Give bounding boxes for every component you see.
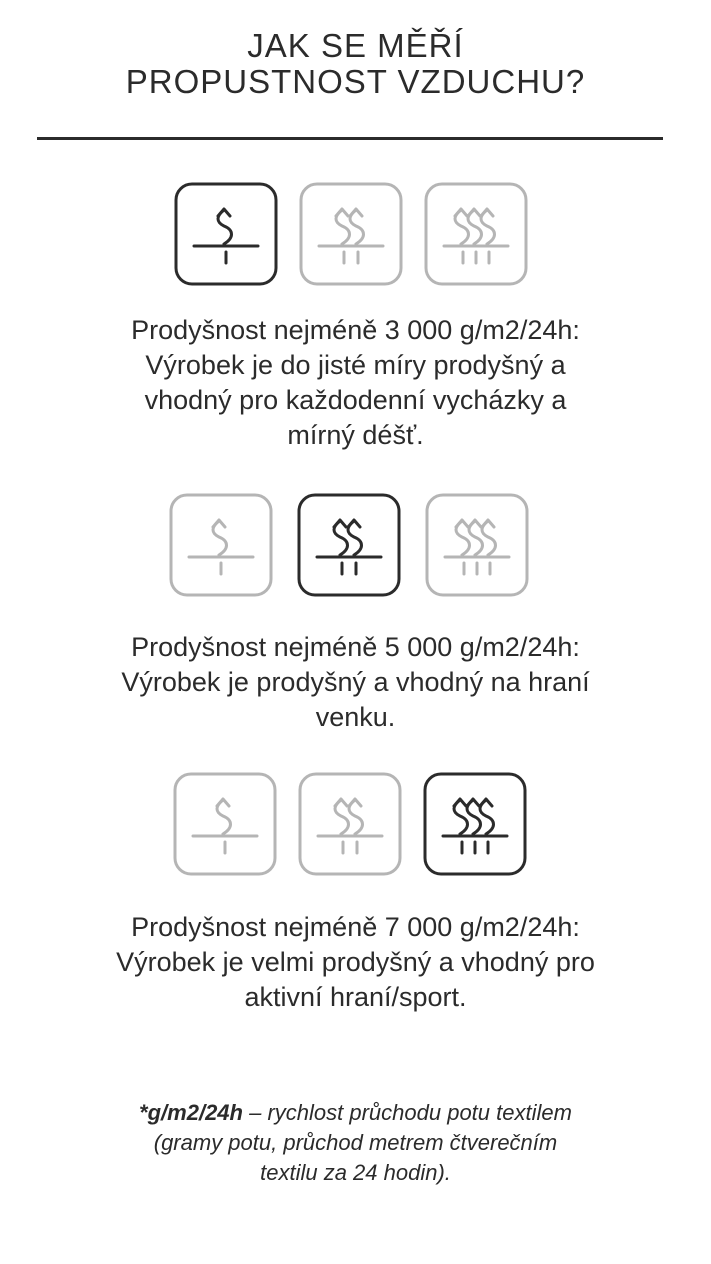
description-line: venku. (315, 702, 396, 732)
footnote (20, 1098, 691, 1188)
breathability-level-3-icon (425, 493, 529, 597)
title-line-1: JAK SE MĚŘÍ (247, 27, 464, 64)
description-line: Prodyšnost nejméně 3 000 g/m2/24h: (131, 315, 580, 345)
breathability-level-1-icon (173, 772, 277, 876)
description-line: vhodný pro každodenní vycházky a (144, 385, 567, 415)
breathability-level-2-icon (297, 493, 401, 597)
description-line: Prodyšnost nejméně 7 000 g/m2/24h: (131, 912, 580, 942)
level-1-description (20, 313, 691, 453)
description-line: Výrobek je prodyšný a vhodný na hraní (121, 667, 590, 697)
breathability-level-3-icon (424, 182, 528, 286)
description-line: mírný déšť. (287, 420, 424, 450)
breathability-level-3-icon (423, 772, 527, 876)
breathability-level-2-icon (299, 182, 403, 286)
description-line: Prodyšnost nejméně 5 000 g/m2/24h: (131, 632, 580, 662)
description-line: Výrobek je do jisté míry prodyšný a (145, 350, 566, 380)
breathability-level-2-icon (298, 772, 402, 876)
description-line: aktivní hraní/sport. (244, 982, 467, 1012)
footnote-term: *g/m2/24h (139, 1100, 243, 1125)
description-line: Výrobek je velmi prodyšný a vhodný pro (116, 947, 595, 977)
title-divider (37, 137, 663, 140)
breathability-level-1-icon (169, 493, 273, 597)
page-title (0, 28, 711, 100)
footnote-line-3: textilu za 24 hodin). (260, 1160, 451, 1185)
level-3-description (20, 910, 691, 1015)
title-line-2: PROPUSTNOST VZDUCHU? (125, 63, 586, 100)
footnote-line-1: – rychlost průchodu potu textilem (242, 1100, 572, 1125)
level-2-description (20, 630, 691, 735)
footnote-line-2: (gramy potu, průchod metrem čtverečním (153, 1130, 558, 1155)
breathability-level-1-icon (174, 182, 278, 286)
